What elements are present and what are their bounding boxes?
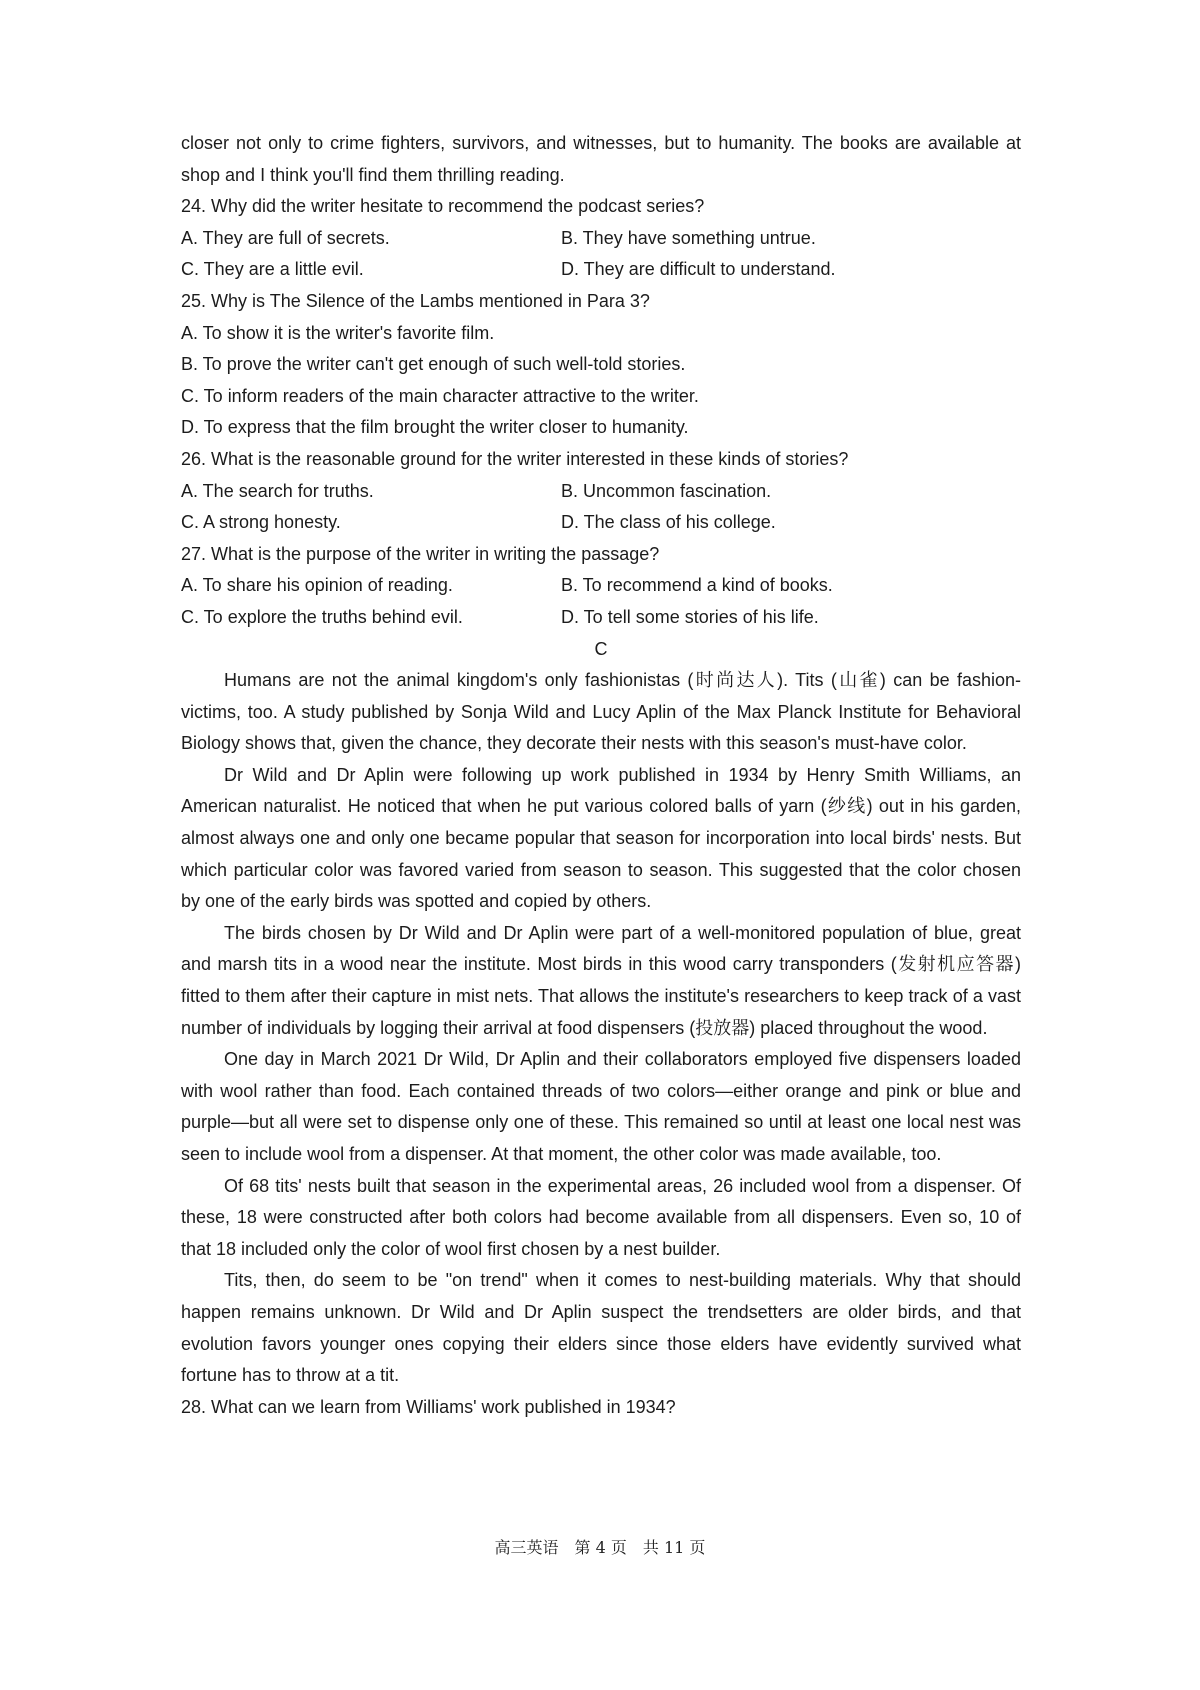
question-stem: 24. Why did the writer hesitate to recommend the podcast series? [181, 196, 705, 217]
passage-paragraph: One day in March 2021 Dr Wild, Dr Aplin and their collaborators employed five dispensers loaded with wool rather than food. Each contained threads of two colors—either orange and pink or blue and purple—but all were set to dispense only one of these. This remained so until at least one local nest was seen to include wool from a dispenser. At that moment, the other color was made available, too. [181, 1049, 1021, 1164]
option-a: A. To share his opinion of reading. [181, 575, 453, 596]
option-row [181, 507, 1021, 539]
question-stem: 25. Why is The Silence of the Lambs mentioned in Para 3? [181, 290, 650, 311]
option-d: D. They are difficult to understand. [561, 259, 836, 280]
option-row [181, 602, 1021, 634]
option-a: A. They are full of secrets. [181, 227, 390, 248]
question-stem: 27. What is the purpose of the writer in writing the passage? [181, 543, 660, 564]
exam-page-content [181, 128, 1021, 1423]
option-d: D. The class of his college. [561, 512, 776, 533]
passage-b-tail-paragraph: closer not only to crime fighters, survivors, and witnesses, but to humanity. The books are available at shop and I think you'll find them thrilling reading. [181, 133, 1021, 185]
option-a: A. To show it is the writer's favorite film. [181, 322, 495, 343]
option-row [181, 254, 1021, 286]
option-d: D. To tell some stories of his life. [561, 606, 819, 627]
option-b: B. To prove the writer can't get enough of such well-told stories. [181, 354, 686, 375]
option-c: C. To explore the truths behind evil. [181, 606, 463, 627]
passage-paragraph: Dr Wild and Dr Aplin were following up work published in 1934 by Henry Smith Williams, an American naturalist. He noticed that when he put various colored balls of yarn (纱线) out in his garden, almost always one and only one became popular that season for incorporation into local birds' nests. But which particular color was favored varied from season to season. This suggested that the color chosen by one of the early birds was spotted and copied by others. [181, 764, 1021, 912]
passage-paragraph: Of 68 tits' nests built that season in the experimental areas, 26 included wool from a dispenser. Of these, 18 were constructed after both colors had become available from all dispensers. Even so, 10 of that 18 included only the color of wool first chosen by a nest builder. [181, 1175, 1021, 1259]
section-heading: C [594, 638, 608, 659]
option-b: B. Uncommon fascination. [561, 480, 772, 501]
passage-paragraph: Tits, then, do seem to be "on trend" when it comes to nest-building materials. Why that should happen remains unknown. Dr Wild and Dr Aplin suspect the trendsetters are older birds, and that evolution favors younger ones copying their elders since those elders have evidently survived what fortune has to throw at a tit. [181, 1270, 1021, 1386]
option-row [181, 570, 1021, 602]
option-d: D. To express that the film brought the writer closer to humanity. [181, 417, 689, 438]
option-b: B. They have something untrue. [561, 227, 816, 248]
question-stem: 26. What is the reasonable ground for the writer interested in these kinds of stories? [181, 448, 849, 469]
option-c: C. They are a little evil. [181, 259, 364, 280]
option-c: C. A strong honesty. [181, 512, 341, 533]
option-a: A. The search for truths. [181, 480, 374, 501]
passage-paragraph: Humans are not the animal kingdom's only fashionistas (时尚达人). Tits (山雀) can be fashion-victims, too. A study published by Sonja Wild and Lucy Aplin of the Max Planck Institute for Behavioral Biology shows that, given the chance, they decorate their nests with this season's must-have color. [181, 670, 1021, 754]
passage-paragraph: The birds chosen by Dr Wild and Dr Aplin were part of a well-monitored population of blue, great and marsh tits in a wood near the institute. Most birds in this wood carry transponders (发射机应答器) fitted to them after their capture in mist nets. That allows the institute's researchers to keep track of a vast number of individuals by logging their arrival at food dispensers (投放器) placed throughout the wood. [181, 922, 1021, 1038]
option-row [181, 223, 1021, 255]
option-row [181, 476, 1021, 508]
page-footer: 高三英语 第 4 页 共 11 页 [494, 1538, 706, 1557]
question-stem: 28. What can we learn from Williams' work published in 1934? [181, 1396, 676, 1417]
option-c: C. To inform readers of the main character attractive to the writer. [181, 385, 699, 406]
option-b: B. To recommend a kind of books. [561, 575, 833, 596]
